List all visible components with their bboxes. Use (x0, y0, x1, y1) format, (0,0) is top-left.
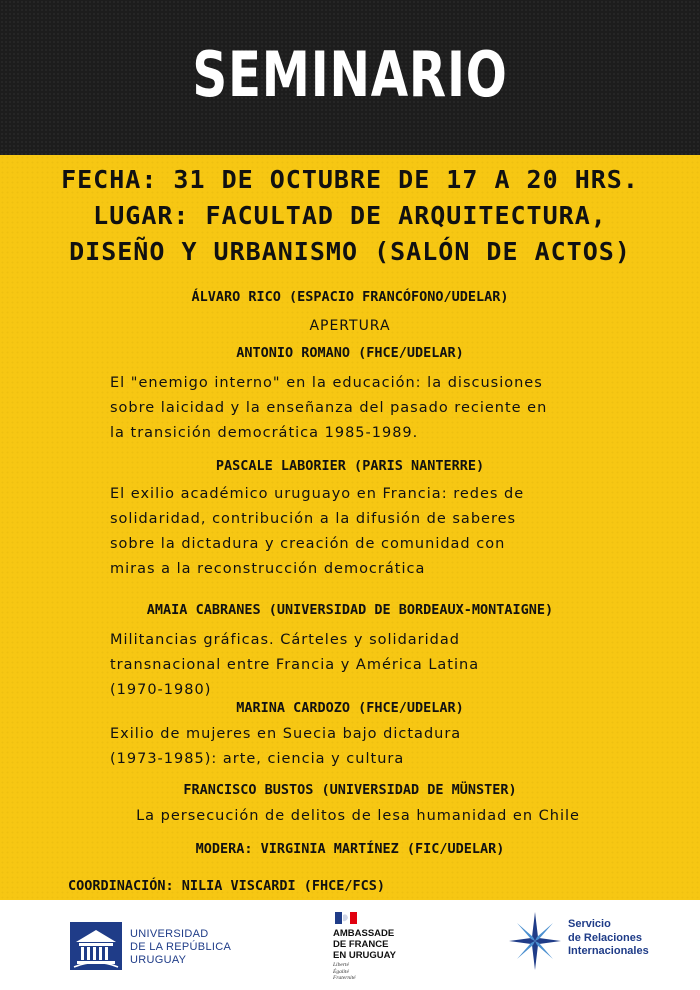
speaker-name: FRANCISCO BUSTOS (UNIVERSIDAD DE MÜNSTER) (183, 782, 517, 798)
opening-label: APERTURA (309, 318, 391, 334)
sri-name: Servicio de Relaciones Internacionales (568, 918, 649, 957)
embassy-motto: Liberté Égalité Fraternité (333, 962, 356, 981)
embassy-name: AMBASSADE DE FRANCE EN URUGUAY (333, 928, 396, 961)
speaker-name: AMAIA CABRANES (UNIVERSIDAD DE BORDEAUX-MONTAIGNE) (146, 602, 554, 618)
moderator: MODERA: VIRGINIA MARTÍNEZ (FIC/UDELAR) (195, 841, 505, 857)
talk-title: Exilio de mujeres en Suecia bajo dictadura (1973-1985): arte, ciencia y cultura (110, 726, 462, 767)
talk-title: Militancias gráficas. Cárteles y solidaridad transnacional entre Francia y América Latina (1970-1980) (110, 632, 480, 698)
talk-title: La persecución de delitos de lesa humanidad en Chile (136, 808, 580, 824)
event-date: FECHA: 31 DE OCTUBRE DE 17 A 20 HRS. (61, 165, 639, 194)
coordination: COORDINACIÓN: NILIA VISCARDI (FHCE/FCS) (68, 878, 385, 894)
opening-speaker: ÁLVARO RICO (ESPACIO FRANCÓFONO/UDELAR) (191, 289, 509, 305)
talk-title: El "enemigo interno" en la educación: la discusiones sobre laicidad y la enseñanza del pasado reciente en la transición democrática 1985-1989. (110, 375, 548, 441)
poster-title: SEMINARIO (192, 38, 508, 111)
talk-title: El exilio académico uruguayo en Francia: redes de solidaridad, contribución a la difusión de saberes sobre la dictadura y creación de comunidad con miras a la reconstrucción democrática (110, 486, 525, 577)
compass-star-icon (507, 910, 563, 972)
footer-logos (0, 900, 700, 990)
event-location-line-1: LUGAR: FACULTAD DE ARQUITECTURA, (93, 201, 607, 230)
udelar-logo-icon (70, 922, 122, 970)
header-band (0, 0, 700, 155)
speaker-name: MARINA CARDOZO (FHCE/UDELAR) (236, 700, 464, 716)
udelar-name: UNIVERSIDAD DE LA REPÚBLICA URUGUAY (130, 928, 232, 966)
event-location-line-2: DISEÑO Y URBANISMO (SALÓN DE ACTOS) (69, 237, 631, 266)
marianne-flag-icon (335, 912, 357, 924)
speaker-name: ANTONIO ROMANO (FHCE/UDELAR) (236, 345, 464, 361)
speaker-name: PASCALE LABORIER (PARIS NANTERRE) (215, 458, 485, 474)
